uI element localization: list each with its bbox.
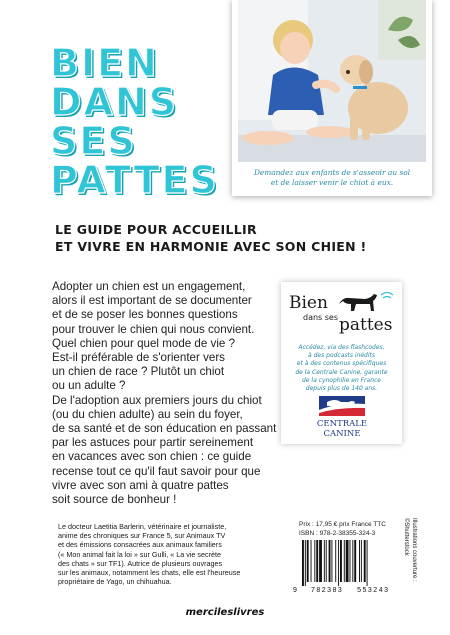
- blurb-line: alors il est important de se documenter: [52, 294, 252, 308]
- subtitle-line: LE GUIDE POUR ACCUEILLIR: [55, 222, 257, 237]
- price-text: Prix : 17,95 € prix France TTC: [299, 521, 386, 528]
- author-line: et des émissions consacrées aux animaux familiers: [58, 540, 222, 550]
- photo-caption: [238, 168, 426, 188]
- barcode-bar: [359, 540, 360, 582]
- barcode-bar: [307, 540, 309, 582]
- author-bio: [58, 522, 328, 586]
- polaroid-photo-frame: [232, 0, 432, 196]
- blurb-line: Est-il préférable de s'orienter vers: [52, 351, 225, 365]
- credits-line: Illustrations couverture :: [411, 518, 417, 582]
- blurb-line: soit source de bonheur !: [52, 493, 177, 507]
- barcode-bar: [364, 540, 366, 582]
- publisher-name-bold: mercileslivres: [185, 607, 265, 618]
- barcode-bar: [338, 540, 339, 586]
- promo-line: depuis plus de 140 ans.: [305, 385, 378, 393]
- bien-dans-ses-pattes-logo: [281, 290, 402, 336]
- blurb-line: vivre avec son ami à quatre pattes: [52, 478, 229, 492]
- book-title: [50, 41, 219, 202]
- barcode-bar: [302, 540, 304, 586]
- blurb-line: en vacances avec son chien : ce guide: [52, 450, 252, 464]
- barcode-bar: [319, 540, 322, 582]
- barcode-digits: [293, 587, 397, 594]
- barcode-bar: [361, 540, 362, 582]
- isbn-text: ISBN : 978-2-38355-324-3: [299, 530, 376, 537]
- promo-card: [281, 282, 402, 444]
- barcode-bar: [352, 540, 353, 582]
- blurb-line: et de se poser les bonnes questions: [52, 308, 238, 322]
- blurb-line: (ou du chien adulte) au sein du foyer,: [52, 407, 243, 421]
- sound-wave-icon: [383, 297, 391, 299]
- title-line: DANS: [50, 80, 179, 124]
- promo-line: et à des contenus spécifiques: [296, 360, 387, 368]
- dog-silhouette-icon: [339, 294, 377, 311]
- barcode-bar: [314, 540, 315, 582]
- blurb-line: par les astuces pour partir sereinement: [52, 436, 254, 450]
- barcode-bar: [311, 540, 312, 582]
- caption-line: et de laisser venir le chiot à eux.: [270, 178, 394, 187]
- title-line: BIEN: [50, 41, 159, 85]
- promo-line: de la Centrale Canine, garante: [295, 368, 388, 376]
- blurb-line: un chien de race ? Plutôt un chiot: [52, 365, 225, 379]
- child-with-puppy-photo: [238, 0, 426, 162]
- centrale-word: CENTRALE: [316, 419, 368, 429]
- author-line: (« Mon animal fait la loi » sur Gulli, « La vie secrète: [58, 549, 221, 559]
- caption-line: Demandez aux enfants de s'asseoir au sol: [253, 168, 411, 177]
- promo-line: Accédez, via des flashcodes,: [298, 344, 385, 351]
- barcode-bar: [324, 540, 325, 582]
- blurb-line: de sa santé et de son éducation en passant: [52, 422, 277, 436]
- isbn-barcode: [300, 540, 392, 586]
- barcode-bar: [305, 540, 306, 586]
- author-line: Le docteur Laetitia Barlerin, vétérinaire et journaliste,: [58, 522, 227, 531]
- blurb-line: Quel chien pour quel mode de vie ?: [52, 336, 236, 350]
- barcode-bar: [367, 540, 368, 586]
- promo-line: à des podcasts inédits: [307, 352, 375, 360]
- centrale-canine-logo: [307, 396, 377, 438]
- price-isbn-block: [299, 520, 386, 538]
- barcode-digits-right: 553243: [357, 587, 390, 594]
- illustration-credits: [398, 518, 424, 618]
- subtitle-line: ET VIVRE EN HARMONIE AVEC SON CHIEN !: [55, 239, 367, 254]
- barcode-bar: [331, 540, 332, 582]
- barcode-bar: [354, 540, 356, 582]
- blurb-line: Adopter un chien est un engagement,: [52, 280, 246, 293]
- author-line: anime des chroniques sur France 5, sur Animaux TV: [58, 531, 226, 541]
- blurb-line: pour trouver le chien qui nous convient.: [52, 322, 255, 336]
- barcode-bar: [344, 540, 345, 582]
- logo-word-pattes: pattes: [339, 315, 393, 335]
- author-line: des chats » sur TF1). Autrice de plusieurs ouvrages: [58, 558, 223, 568]
- logo-word-dans-ses: dans ses: [303, 313, 339, 322]
- barcode-bar: [326, 540, 327, 582]
- credits-line: ©Shutterstock: [403, 518, 409, 556]
- title-line: PATTES: [50, 158, 219, 202]
- blurb-line: ou un adulte ?: [52, 379, 126, 393]
- promo-description: [289, 344, 394, 393]
- blurb-text: [52, 280, 292, 507]
- barcode-bar: [316, 540, 318, 582]
- title-line: SES: [50, 119, 137, 163]
- barcode-digits-left: 782383: [310, 587, 344, 594]
- child-with-puppy-illustration: [238, 0, 426, 162]
- barcode-bar: [340, 540, 342, 582]
- author-line: sur les animaux, notamment les chats, elle est l'heureuse: [58, 568, 241, 578]
- barcode-bar: [329, 540, 331, 582]
- barcode-bar: [350, 540, 351, 582]
- publisher-name: [0, 607, 450, 618]
- canine-word: CANINE: [323, 429, 361, 438]
- barcode-digit-first: 9: [293, 587, 298, 594]
- book-subtitle: [55, 221, 367, 255]
- barcode-bar: [346, 540, 349, 582]
- blurb-line: recense tout ce qu'il faut savoir pour que: [52, 464, 261, 478]
- barcode-bar: [335, 540, 336, 582]
- blurb-line: De l'adoption aux premiers jours du chiot: [52, 393, 262, 407]
- author-line: propriétaire de Yago, un chihuahua.: [58, 577, 172, 587]
- promo-line: de la cynophilie en France: [302, 376, 381, 384]
- logo-word-bien: Bien: [289, 293, 328, 313]
